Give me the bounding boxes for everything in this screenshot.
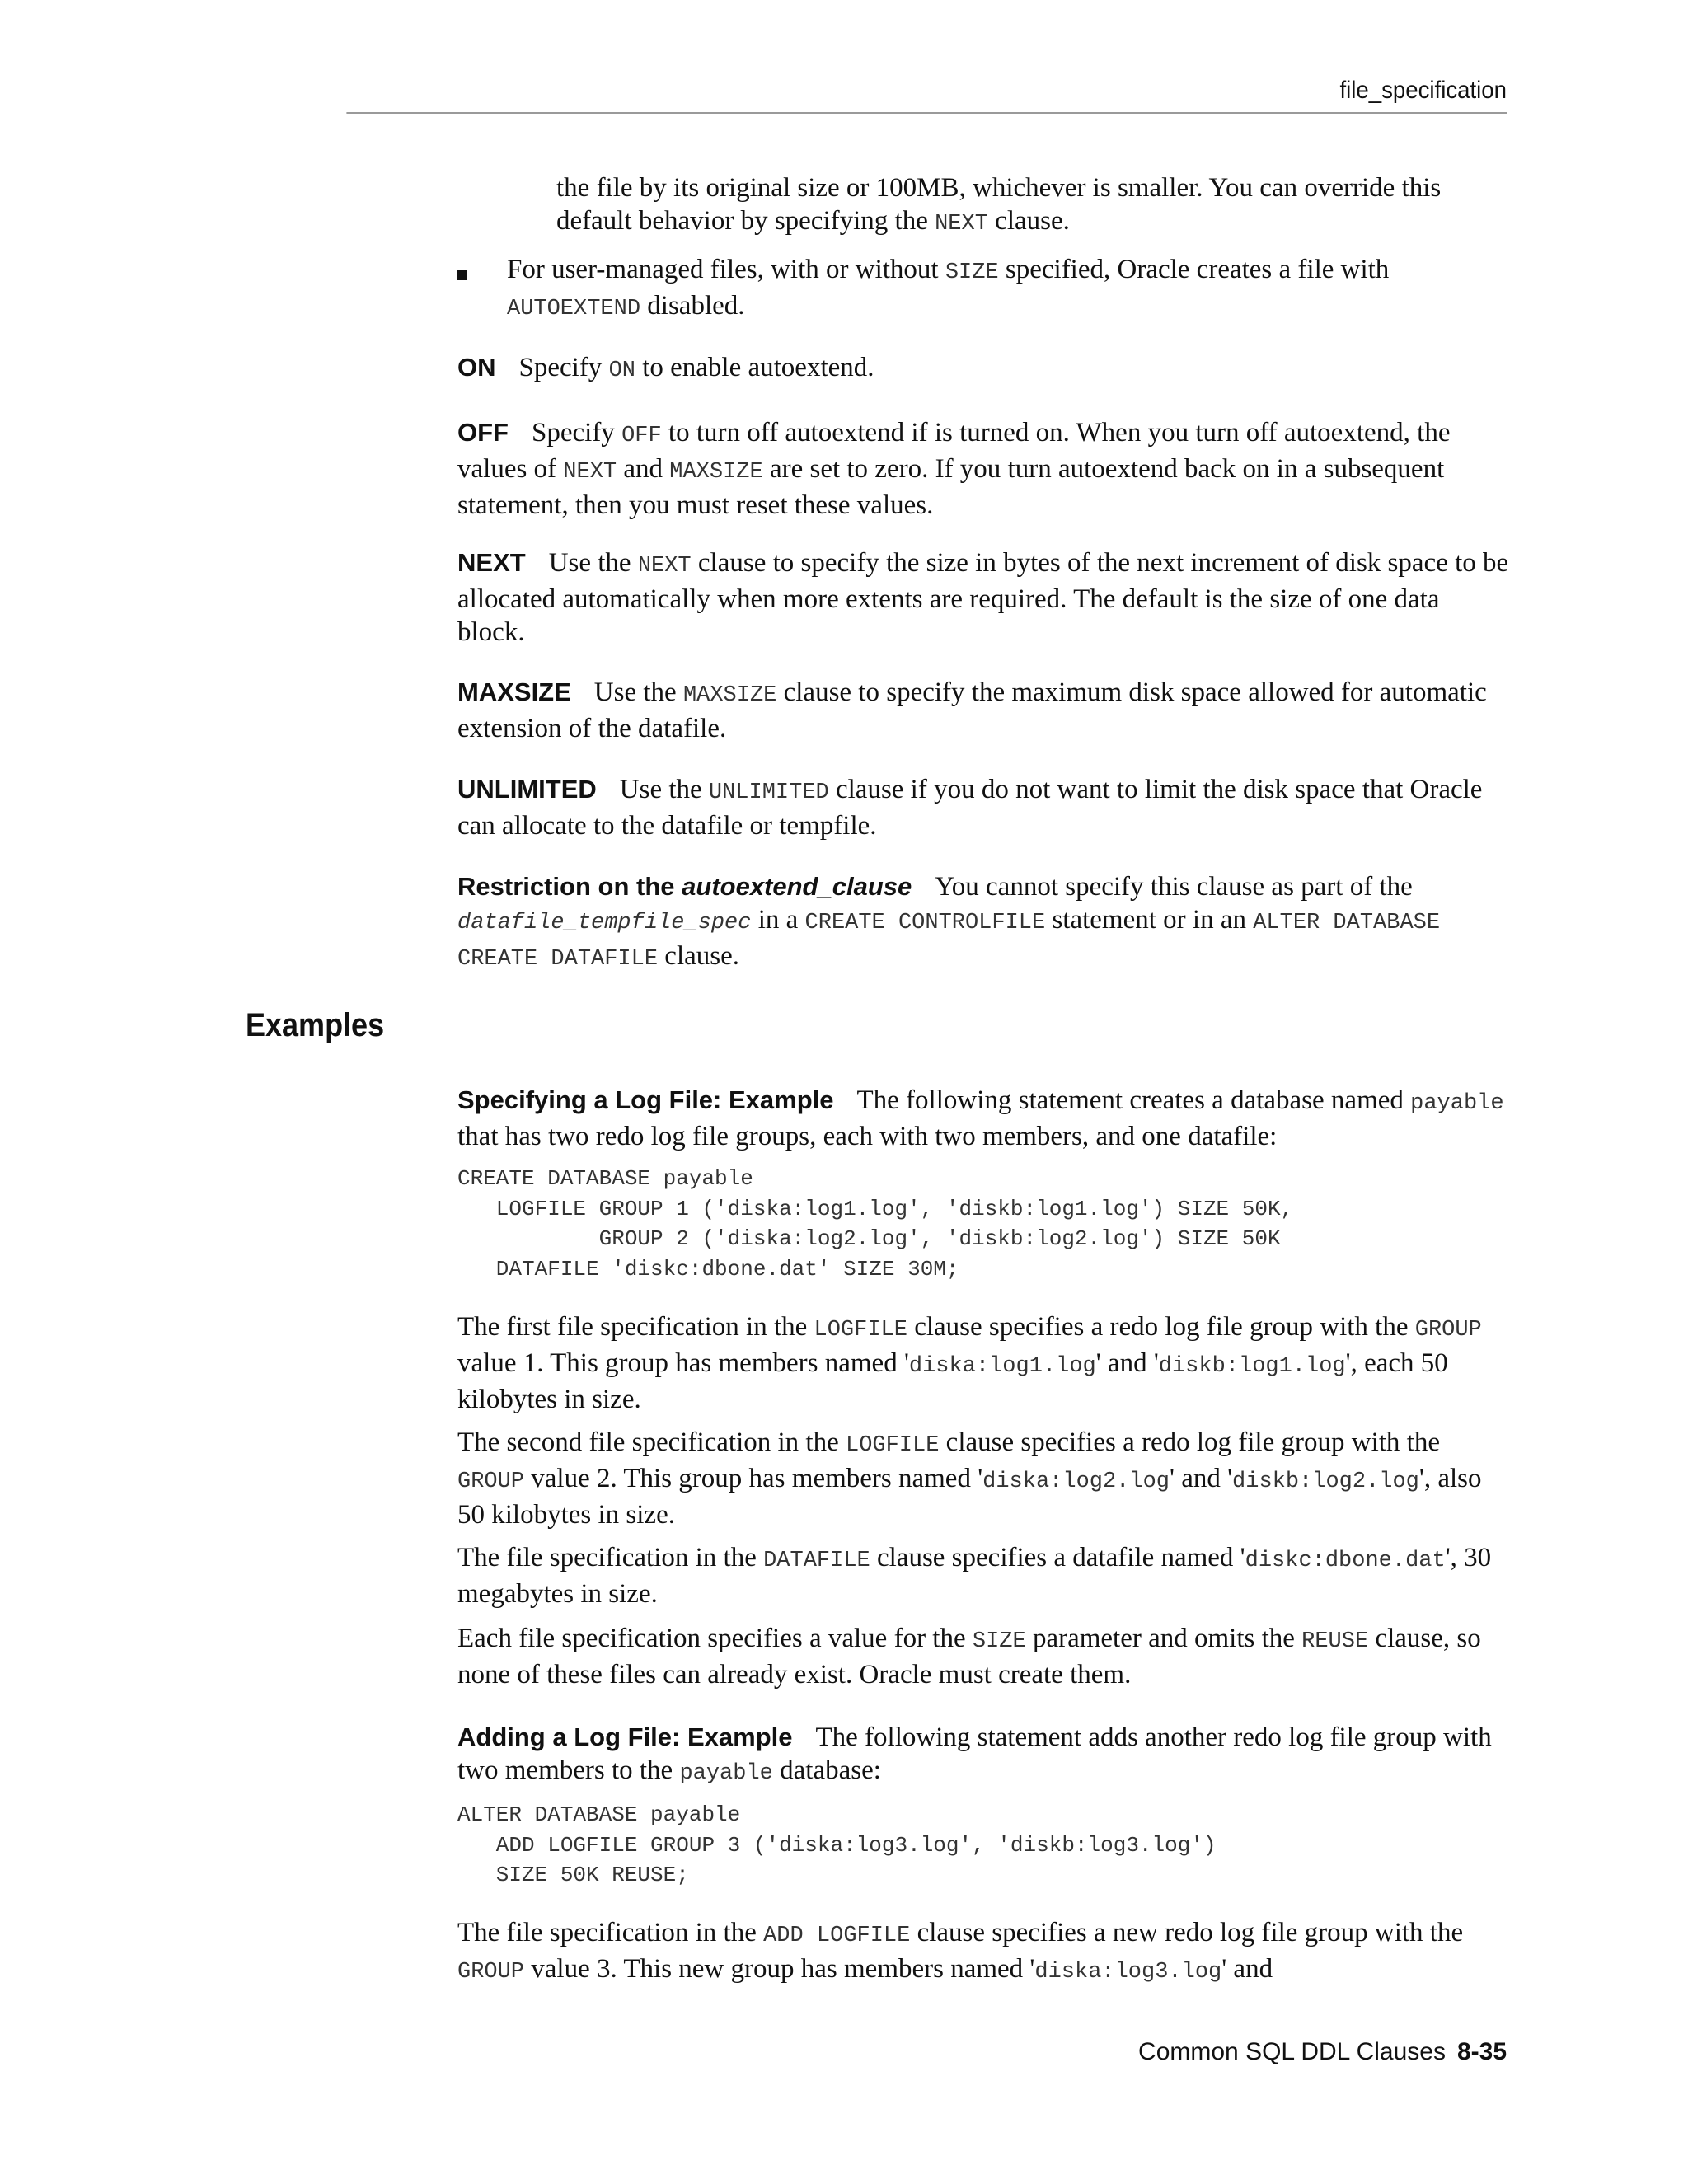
- running-title: file_specification: [1339, 77, 1507, 104]
- term-unlimited: UNLIMITED: [457, 775, 597, 804]
- page-footer: [907, 2036, 1507, 2069]
- page-number: 8-35: [1456, 2038, 1507, 2065]
- example-2-intro: Adding a Log File: Example The following statement adds another redo log file group with two members to the payable database:: [457, 1722, 1492, 1786]
- term-on: ON: [457, 353, 496, 382]
- term-off: OFF: [457, 418, 509, 447]
- bullet-user-managed: For user-managed files, with or without SIZE specified, Oracle creates a file with AUTOEXTEND disabled.: [507, 255, 1390, 321]
- term-restriction: Restriction on the autoextend_clause: [457, 872, 912, 901]
- on-paragraph: ON Specify ON to enable autoextend.: [457, 353, 874, 383]
- unlimited-paragraph: UNLIMITED Use the UNLIMITED clause if you do not want to limit the disk space that Oracle can allocate to the datafile or tempfile.: [457, 775, 1483, 841]
- term-maxsize: MAXSIZE: [457, 677, 571, 706]
- term-next: NEXT: [457, 548, 526, 577]
- off-paragraph: OFF Specify OFF to turn off autoextend if is turned on. When you turn off autoextend, the values of NEXT and MAXSIZE are set to zero. If you turn autoextend back on in a subsequent statement, then you must reset these values.: [457, 418, 1451, 520]
- running-header: [346, 73, 1507, 114]
- example-1-para-1: The first file specification in the LOGFILE clause specifies a redo log file group with the GROUP value 1. This group has members named 'diska:log1.log' and 'diskb:log1.log', each 50 kilobytes in size.: [457, 1312, 1482, 1414]
- example-1-para-2: The second file specification in the LOGFILE clause specifies a redo log file group with the GROUP value 2. This group has members named 'diska:log2.log' and 'diskb:log2.log', also 50 kilobytes in size.: [457, 1427, 1482, 1530]
- example-1-para-4: Each file specification specifies a value for the SIZE parameter and omits the REUSE clause, so none of these files can already exist. Oracle must create them.: [457, 1624, 1481, 1690]
- footer-title: Common SQL DDL Clauses: [1138, 2038, 1446, 2065]
- code-block-alter-database: ALTER DATABASE payable ADD LOGFILE GROUP 3 ('diska:log3.log', 'diskb:log3.log') SIZE 50K REUSE;: [457, 1802, 1217, 1887]
- section-title-examples: Examples: [246, 1007, 385, 1043]
- bullet-icon: [457, 270, 467, 280]
- example-2-para-1: The file specification in the ADD LOGFILE clause specifies a new redo log file group with the GROUP value 3. This new group has members named 'diska:log3.log' and: [457, 1918, 1464, 1985]
- next-paragraph: NEXT Use the NEXT clause to specify the size in bytes of the next increment of disk space to be allocated automatically when more extents are required. The default is the size of one data block.: [457, 548, 1509, 647]
- example-1-intro: Specifying a Log File: Example The following statement creates a database named payable that has two redo log file groups, each with two members, and one datafile:: [457, 1085, 1504, 1151]
- code-block-create-database: CREATE DATABASE payable LOGFILE GROUP 1 ('diska:log1.log', 'diskb:log1.log') SIZE 50K, GROUP 2 ('diska:log2.log', 'diskb:log2.log') SIZE 50K DATAFILE 'diskc:dbone.dat' SIZE 30M;: [457, 1166, 1294, 1282]
- term-example-2: Adding a Log File: Example: [457, 1722, 793, 1751]
- example-1-para-3: The file specification in the DATAFILE clause specifies a datafile named 'diskc:dbone.dat', 30 megabytes in size.: [457, 1543, 1492, 1609]
- restriction-paragraph: Restriction on the autoextend_clause You cannot specify this clause as part of the datafile_tempfile_spec in a CREATE CONTROLFILE statement or in an ALTER DATABASE CREATE DATAFILE clause.: [457, 872, 1441, 972]
- term-example-1: Specifying a Log File: Example: [457, 1085, 834, 1114]
- continuation-paragraph: the file by its original size or 100MB, whichever is smaller. You can override this default behavior by specifying the NEXT clause.: [556, 173, 1442, 237]
- maxsize-paragraph: MAXSIZE Use the MAXSIZE clause to specify the maximum disk space allowed for automatic extension of the datafile.: [457, 677, 1487, 743]
